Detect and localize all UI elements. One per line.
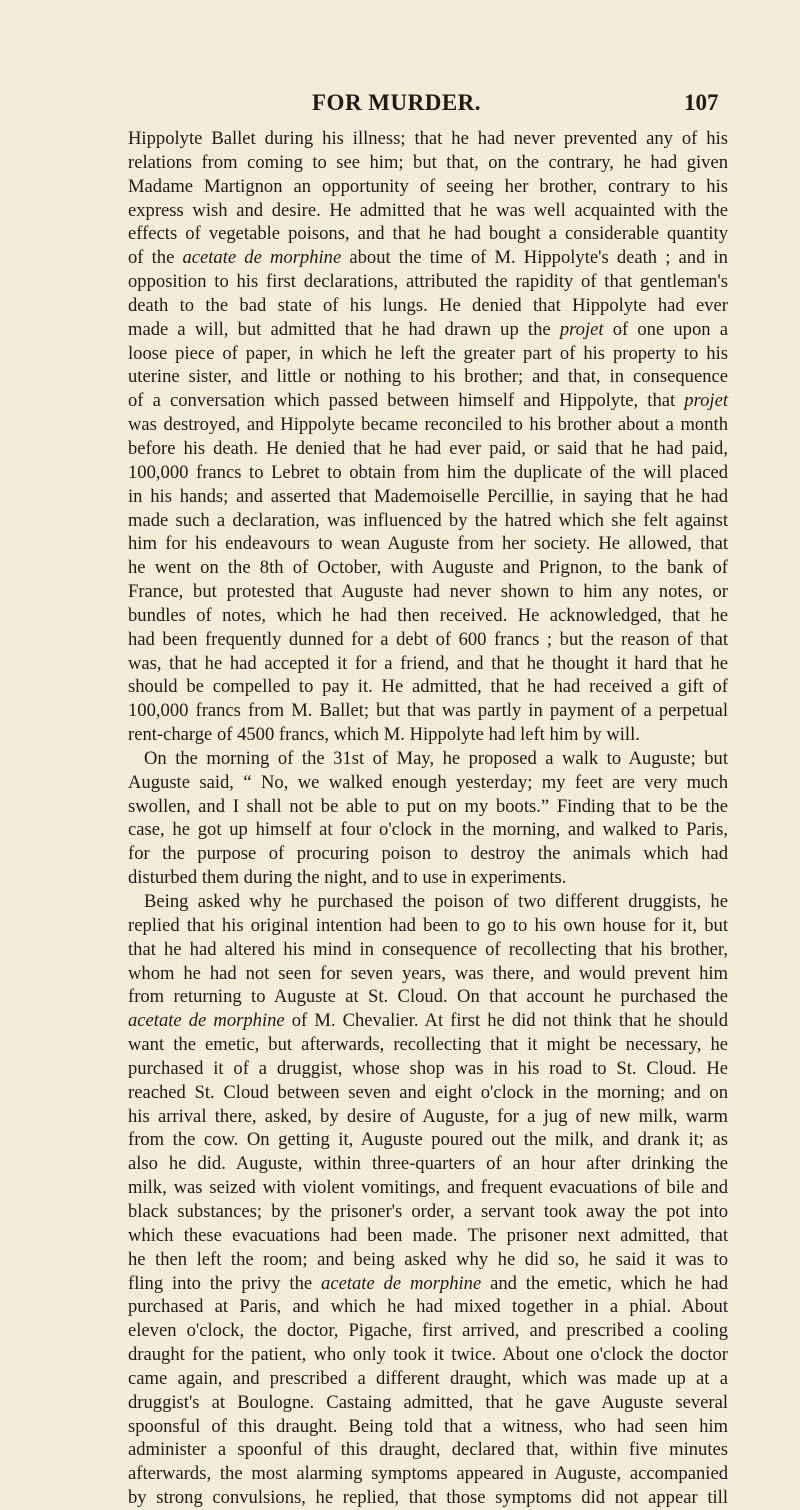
italic-phrase: acetate de morphine xyxy=(321,1272,482,1294)
text-line: by strong convulsions, he replied, that those symptoms did not appear till xyxy=(128,1487,728,1509)
text-line: eleven o'clock, the doctor, Pigache, first arrived, and prescribed a cooling xyxy=(128,1320,728,1342)
text-line: effects of vegetable poisons, and that he had bought a considerable quantity xyxy=(128,223,728,245)
text-line: milk, was seized with violent vomitings, and frequent evacuations of bile and xyxy=(128,1177,728,1199)
text-line: his arrival there, asked, by desire of Auguste, for a jug of new milk, warm xyxy=(128,1105,728,1127)
text-line: purchased at Paris, and which he had mixed together in a phial. About xyxy=(128,1296,728,1318)
italic-phrase: projet xyxy=(684,390,728,412)
text-line: reached St. Cloud between seven and eight o'clock in the morning; and on xyxy=(128,1081,728,1103)
text-line: Madame Martignon an opportunity of seeing her brother, contrary to his xyxy=(128,175,728,197)
text-line: death to the bad state of his lungs. He denied that Hippolyte had ever xyxy=(128,294,728,316)
text-line: draught for the patient, who only took it twice. About one o'clock the doctor xyxy=(128,1344,728,1366)
text-line: from the cow. On getting it, Auguste poured out the milk, and drank it; as xyxy=(128,1129,728,1151)
text-line: Auguste said, “ No, we walked enough yesterday; my feet are very much xyxy=(128,771,728,793)
text-line: spoonsful of this draught. Being told that a witness, who had seen him xyxy=(128,1415,728,1437)
text-line: want the emetic, but afterwards, recollecting that it might be necessary, he xyxy=(128,1034,728,1056)
italic-phrase: acetate de morphine xyxy=(128,1010,285,1032)
text-line: from returning to Auguste at St. Cloud. On that account he purchased the xyxy=(128,986,728,1008)
text-line: before his death. He denied that he had ever paid, or said that he had paid, xyxy=(128,437,728,459)
text-line: for the purpose of procuring poison to destroy the animals which had xyxy=(128,843,728,865)
text-line: 100,000 francs to Lebret to obtain from him the duplicate of the will placed xyxy=(128,461,728,483)
text-line: of a conversation which passed between himself and Hippolyte, that projet xyxy=(128,390,728,412)
text-line: which these evacuations had been made. The prisoner next admitted, that xyxy=(128,1224,728,1246)
text-line: rent-charge of 4500 francs, which M. Hippolyte had left him by will. xyxy=(128,724,640,746)
text-line: acetate de morphine of M. Chevalier. At first he did not think that he should xyxy=(128,1010,728,1032)
text-line: loose piece of paper, in which he left the greater part of his property to his xyxy=(128,342,728,364)
text-line: whom he had not seen for seven years, was there, and would prevent him xyxy=(128,962,728,984)
italic-phrase: acetate de morphine xyxy=(182,247,342,269)
running-title: FOR MURDER. xyxy=(312,90,482,115)
text-line: black substances; by the prisoner's order, a servant took away the pot into xyxy=(128,1200,728,1222)
text-line: him for his endeavours to wean Auguste from her society. He allowed, that xyxy=(128,533,728,555)
text-line: Being asked why he purchased the poison of two different druggists, he xyxy=(144,891,728,912)
text-line: afterwards, the most alarming symptoms appeared in Auguste, accompanied xyxy=(128,1463,728,1485)
text-line: was destroyed, and Hippolyte became reconciled to his brother about a month xyxy=(128,414,728,436)
text-line: he went on the 8th of October, with Auguste and Prignon, to the bank of xyxy=(128,557,728,579)
text-line: Hippolyte Ballet during his illness; that he had never prevented any of his xyxy=(128,128,728,149)
text-line: druggist's at Boulogne. Castaing admitted, that he gave Auguste several xyxy=(128,1391,728,1413)
text-line: opposition to his first declarations, attributed the rapidity of that gentleman's xyxy=(128,271,728,293)
body-text xyxy=(128,127,728,1510)
text-line: also he did. Auguste, within three-quarters of an hour after drinking the xyxy=(128,1153,728,1175)
text-line: swollen, and I shall not be able to put on my boots.” Finding that to be the xyxy=(128,795,728,817)
italic-phrase: projet xyxy=(559,318,604,340)
text-line: uterine sister, and little or nothing to his brother; and that, in consequence xyxy=(128,366,728,388)
text-line: 100,000 francs from M. Ballet; but that was partly in payment of a perpetual xyxy=(128,700,728,722)
text-line: fling into the privy the acetate de morphine and the emetic, which he had xyxy=(128,1272,728,1294)
text-line: France, but protested that Auguste had never shown to him any notes, or xyxy=(128,581,728,603)
text-line: relations from coming to see him; but that, on the contrary, he had given xyxy=(128,151,728,173)
text-line: case, he got up himself at four o'clock in the morning, and walked to Paris, xyxy=(128,819,728,841)
text-line: had been frequently dunned for a debt of 600 francs ; but the reason of that xyxy=(128,628,728,650)
text-line: made such a declaration, was influenced by the hatred which she felt against xyxy=(128,509,728,531)
text-line: replied that his original intention had been to go to his own house for it, but xyxy=(128,914,728,936)
text-line: disturbed them during the night, and to use in experiments. xyxy=(128,867,567,889)
text-line: that he had altered his mind in consequence of recollecting that his brother, xyxy=(128,938,728,960)
text-line: express wish and desire. He admitted that he was well acquainted with the xyxy=(128,199,728,221)
running-header xyxy=(0,90,800,120)
text-line: administer a spoonful of this draught, declared that, within five minutes xyxy=(128,1439,728,1461)
text-line: should be compelled to pay it. He admitted, that he had received a gift of xyxy=(128,676,728,698)
page-number: 107 xyxy=(684,90,719,115)
text-line: was, that he had accepted it for a friend, and that he thought it hard that he xyxy=(128,652,728,674)
text-line: bundles of notes, which he had then received. He acknowledged, that he xyxy=(128,604,728,626)
text-line: made a will, but admitted that he had drawn up the projet of one upon a xyxy=(128,318,728,340)
text-line: of the acetate de morphine about the time of M. Hippolyte's death ; and in xyxy=(128,247,728,269)
text-line: purchased it of a druggist, whose shop was in his road to St. Cloud. He xyxy=(128,1057,728,1079)
text-line: he then left the room; and being asked why he did so, he said it was to xyxy=(128,1248,728,1270)
text-line: came again, and prescribed a different draught, which was made up at a xyxy=(128,1367,728,1389)
text-line: On the morning of the 31st of May, he proposed a walk to Auguste; but xyxy=(144,747,728,769)
text-line: in his hands; and asserted that Mademoiselle Percillie, in saying that he had xyxy=(128,485,728,507)
